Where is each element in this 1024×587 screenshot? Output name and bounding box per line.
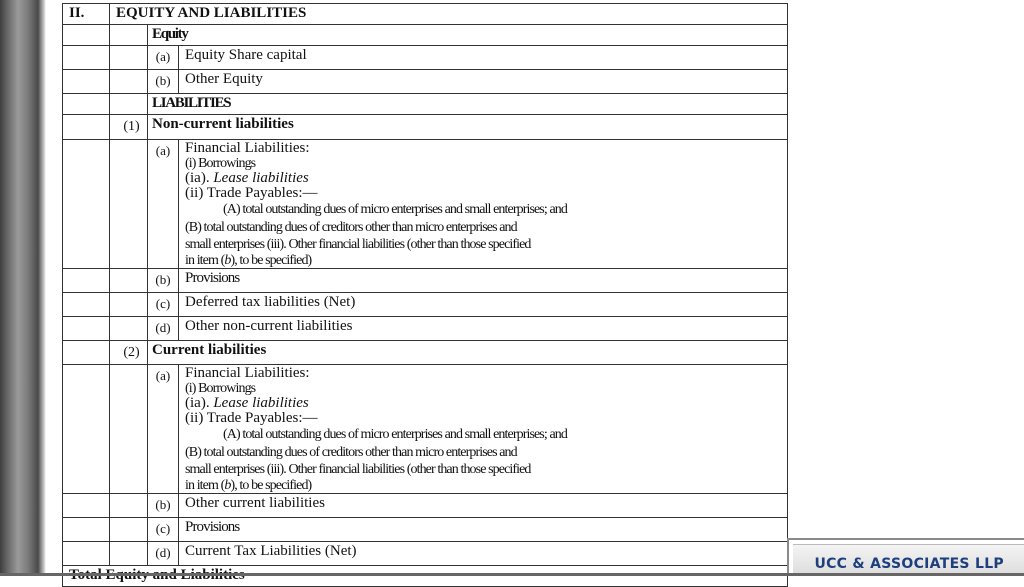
- item-letter: (c): [148, 293, 179, 317]
- fin-line: small enterprises (iii). Other financial liabilities (other than those specified: [185, 462, 531, 477]
- table-row: [63, 317, 788, 341]
- fin-line: (A) total outstanding dues of micro enterprises and small enterprises; and: [223, 202, 567, 217]
- item-label: Other current liabilities: [179, 494, 788, 518]
- fin-line: Financial Liabilities:: [185, 365, 310, 381]
- table-row-total: [63, 566, 788, 587]
- table-row: [63, 115, 788, 140]
- total-label: [63, 566, 788, 587]
- financial-liabilities-block: [179, 140, 788, 269]
- fin-line: (B) total outstanding dues of creditors other than micro enterprises and: [185, 220, 517, 235]
- fin-line: small enterprises (iii). Other financial liabilities (other than those specified: [185, 237, 531, 252]
- item-letter: (a): [148, 365, 179, 494]
- table-row: [63, 365, 788, 494]
- fin-line: (ii) Trade Payables:—: [185, 410, 318, 426]
- fin-line: (B) total outstanding dues of creditors other than micro enterprises and: [185, 445, 517, 460]
- fin-line: (i) Borrowings: [185, 381, 256, 396]
- table-row: [63, 494, 788, 518]
- table-row: [63, 46, 788, 70]
- item-letter: (d): [148, 542, 179, 566]
- table-row: [63, 341, 788, 365]
- brand-name: UCC & ASSOCIATES LLP: [814, 556, 1004, 572]
- brand-plate: [793, 544, 1024, 576]
- liabilities-heading: LIABILITIES: [148, 94, 788, 115]
- table-row: [63, 293, 788, 317]
- table-row: [63, 140, 788, 269]
- group-number: (1): [110, 115, 148, 140]
- item-label: Other non-current liabilities: [179, 317, 788, 341]
- item-letter: (b): [148, 70, 179, 94]
- table-row: [63, 518, 788, 542]
- table-row: [63, 542, 788, 566]
- item-label: Provisions: [179, 518, 788, 542]
- item-letter: (b): [148, 269, 179, 293]
- item-label: Deferred tax liabilities (Net): [179, 293, 788, 317]
- item-letter: (a): [148, 140, 179, 269]
- fin-line: Financial Liabilities:: [185, 140, 310, 156]
- table-row: [63, 269, 788, 293]
- item-label: Equity Share capital: [179, 46, 788, 70]
- group-title: Non-current liabilities: [148, 115, 788, 140]
- slide-left-edge: [0, 0, 46, 576]
- item-label: Current Tax Liabilities (Net): [179, 542, 788, 566]
- group-title: Current liabilities: [148, 341, 788, 365]
- brand-logo: [787, 538, 1024, 576]
- table-row: [63, 94, 788, 115]
- table-row: [63, 4, 788, 25]
- fin-line: (i) Borrowings: [185, 156, 256, 171]
- item-label: Provisions: [179, 269, 788, 293]
- section-number: II.: [63, 4, 110, 25]
- table-row: [63, 25, 788, 46]
- item-letter: (d): [148, 317, 179, 341]
- item-label: Other Equity: [179, 70, 788, 94]
- item-letter: (b): [148, 494, 179, 518]
- table-row: [63, 70, 788, 94]
- fin-line: in item (b), to be specified): [185, 478, 312, 493]
- equity-heading: Equity: [148, 25, 788, 46]
- item-letter: (c): [148, 518, 179, 542]
- section-title: EQUITY AND LIABILITIES: [110, 4, 788, 25]
- fin-line: (ii) Trade Payables:—: [185, 185, 318, 201]
- balance-sheet-table: [62, 3, 788, 587]
- fin-line: (A) total outstanding dues of micro enterprises and small enterprises; and: [223, 427, 567, 442]
- financial-liabilities-block: [179, 365, 788, 494]
- item-letter: (a): [148, 46, 179, 70]
- fin-line: in item (b), to be specified): [185, 253, 312, 268]
- fin-line: (ia). Lease liabilities: [185, 170, 309, 186]
- group-number: (2): [110, 341, 148, 365]
- fin-line: (ia). Lease liabilities: [185, 395, 309, 411]
